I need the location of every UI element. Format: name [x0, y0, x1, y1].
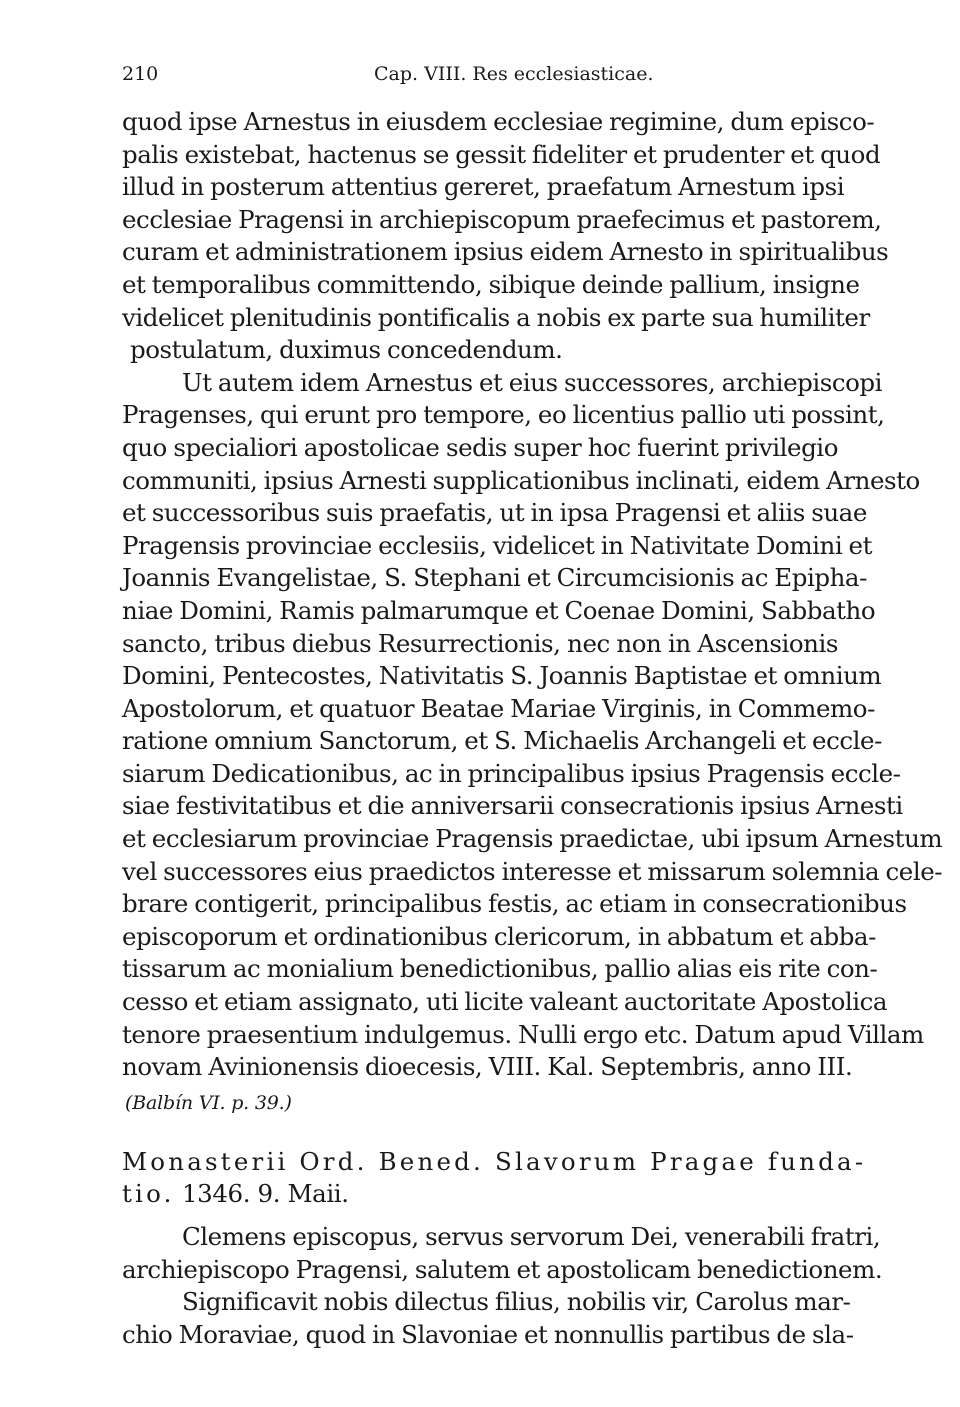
- page: [122, 54, 943, 1351]
- text-line: et successoribus suis praefatis, ut in ipsa Pragensi et aliis suae: [122, 498, 867, 528]
- text-line: siarum Dedicationibus, ac in principalibus ipsius Pragensis eccle-: [122, 758, 901, 788]
- text-line: tenore praesentium indulgemus. Nulli ergo etc. Datum apud Villam: [122, 1019, 924, 1049]
- text-line: Significavit nobis dilectus filius, nobilis vir, Carolus mar-: [182, 1287, 851, 1317]
- text-line: cesso et etiam assignato, uti licite valeant auctoritate Apostolica: [122, 987, 888, 1017]
- text-line: vel successores eius praedictos interesse et missarum solemnia cele-: [122, 856, 943, 886]
- text-line: quo specialiori apostolicae sedis super hoc fuerint privilegio: [122, 432, 838, 462]
- text-line: Domini, Pentecostes, Nativitatis S. Joannis Baptistae et omnium: [122, 661, 882, 691]
- text-line: episcoporum et ordinationibus clericorum, in abbatum et abba-: [122, 921, 876, 951]
- text-line: Clemens episcopus, servus servorum Dei, venerabili fratri,: [182, 1222, 881, 1251]
- text-line: Joannis Evangelistae, S. Stephani et Circumcisionis ac Epipha-: [122, 563, 867, 593]
- text-line: Apostolorum, et quatuor Beatae Mariae Virginis, in Commemo-: [122, 693, 875, 723]
- section-heading: [122, 1146, 867, 1211]
- text-line: chio Moraviae, quod in Slavoniae et nonnullis partibus de sla-: [122, 1319, 854, 1349]
- text-line: Pragensis provinciae ecclesiis, videlicet in Nativitate Domini et: [122, 530, 872, 560]
- main-text: [122, 106, 943, 1120]
- heading-date: 1346. 9. Maii.: [181, 1179, 349, 1209]
- heading-title: Monasterii Ord. Bened. Slavorum Pragae funda-: [122, 1146, 867, 1176]
- citation: (Balbín VI. p. 39.): [125, 1091, 292, 1114]
- text-line: postulatum, duximus concedendum.: [130, 335, 563, 365]
- text-line: Pragenses, qui erunt pro tempore, eo licentius pallio uti possint,: [122, 400, 885, 430]
- text-line: curam et administrationem ipsius eidem Arnesto in spiritualibus: [122, 237, 889, 267]
- text-line: videlicet plenitudinis pontificalis a nobis ex parte sua humiliter: [122, 302, 870, 332]
- text-line: novam Avinionensis dioecesis, VIII. Kal. Septembris, anno III.: [122, 1052, 853, 1082]
- running-title: Cap. VIII. Res ecclesiasticae.: [374, 63, 654, 85]
- text-line: archiepiscopo Pragensi, salutem et apostolicam benedictionem.: [122, 1254, 883, 1284]
- heading-title-continued: tio.: [122, 1179, 175, 1209]
- page-number: 210: [122, 63, 159, 85]
- heading-line: [122, 1146, 867, 1179]
- text-line: sancto, tribus diebus Resurrectionis, nec non in Ascensionis: [122, 628, 838, 658]
- text-line: et temporalibus committendo, sibique deinde pallium, insigne: [122, 269, 860, 299]
- text-line: tissarum ac monialium benedictionibus, pallio alias eis rite con-: [122, 954, 878, 984]
- text-line: et ecclesiarum provinciae Pragensis praedictae, ubi ipsum Arnestum: [122, 824, 943, 854]
- text-line: brare contigerit, principalibus festis, ac etiam in consecrationibus: [122, 889, 907, 919]
- text-line: ratione omnium Sanctorum, et S. Michaelis Archangeli et eccle-: [122, 726, 882, 756]
- text-line: communiti, ipsius Arnesti supplicationibus inclinati, eidem Arnesto: [122, 465, 920, 495]
- text-line: siae festivitatibus et die anniversarii consecrationis ipsius Arnesti: [122, 791, 903, 821]
- text-line: palis existebat, hactenus se gessit fideliter et prudenter et quod: [122, 139, 881, 169]
- running-head: [122, 54, 838, 94]
- second-document-text: [122, 1221, 883, 1351]
- heading-line: [122, 1178, 838, 1211]
- text-line: Ut autem idem Arnestus et eius successores, archiepiscopi: [182, 367, 883, 397]
- text-line: ecclesiae Pragensi in archiepiscopum praefecimus et pastorem,: [122, 204, 882, 234]
- text-line: niae Domini, Ramis palmarumque et Coenae Domini, Sabbatho: [122, 595, 876, 625]
- text-line: illud in posterum attentius gereret, praefatum Arnestum ipsi: [122, 172, 845, 202]
- text-line: quod ipse Arnestus in eiusdem ecclesiae regimine, dum episco-: [122, 107, 875, 136]
